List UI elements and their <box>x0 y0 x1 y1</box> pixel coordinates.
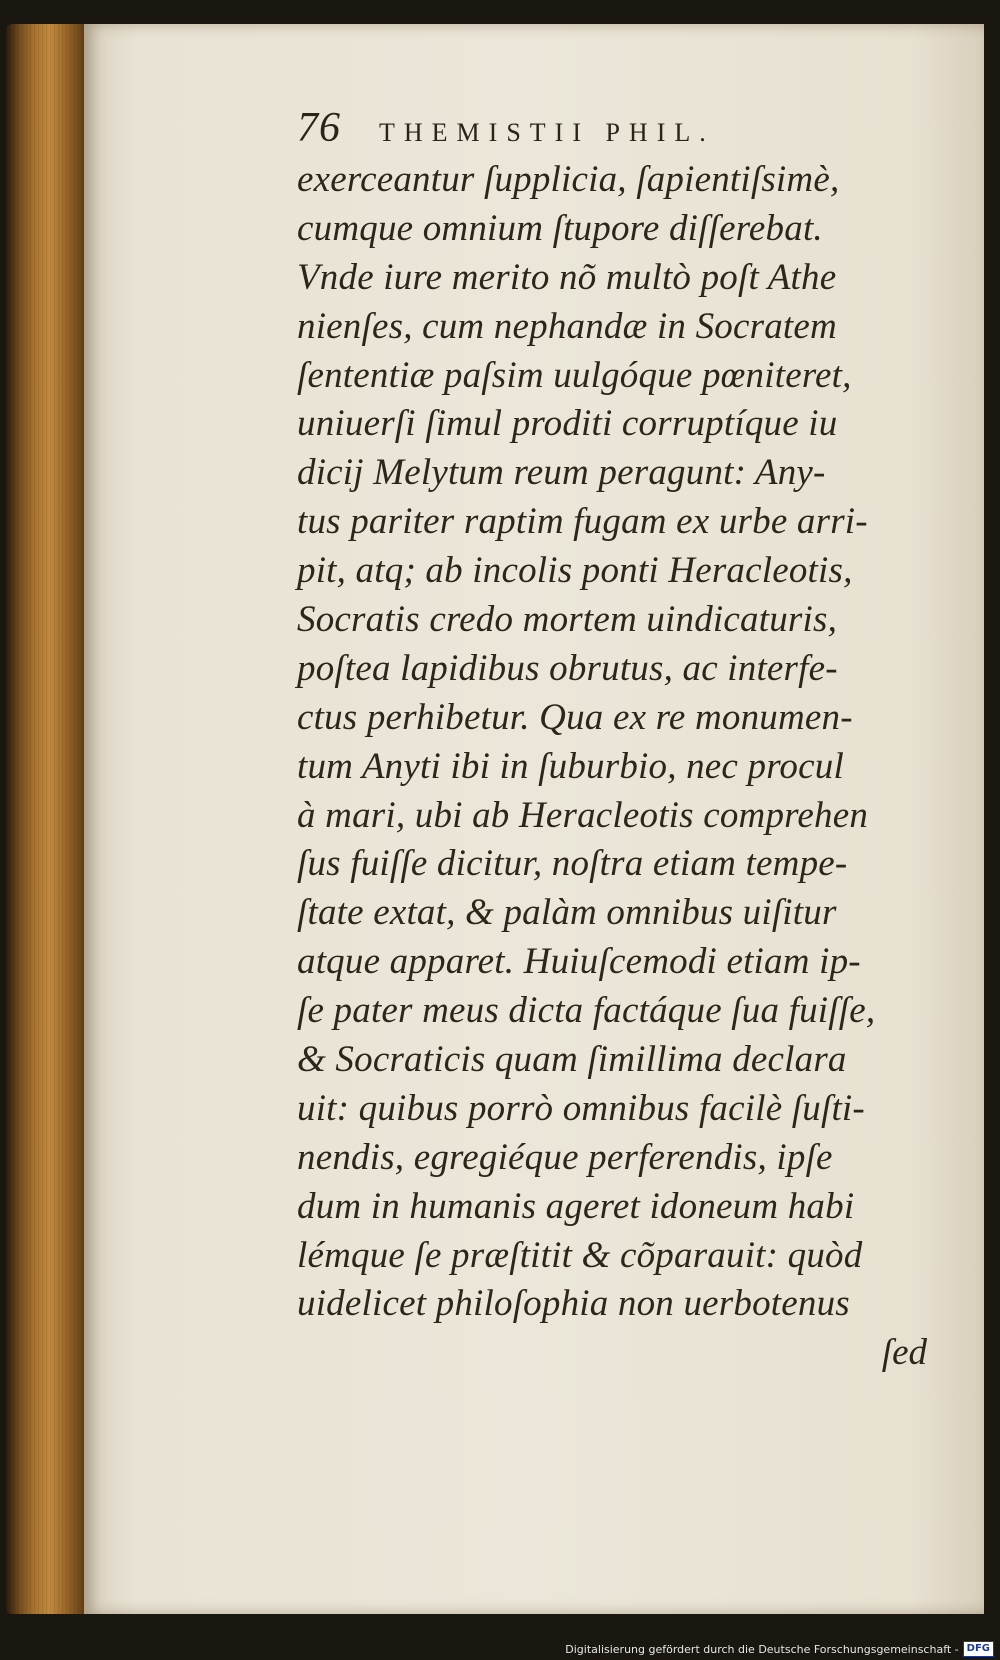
text-line: ſententiæ paſsim uulgóque pœniteret, <box>297 354 852 396</box>
text-line: ctus perhibetur. Qua ex re monumen- <box>297 696 853 738</box>
text-line: dum in humanis ageret idoneum habi <box>297 1185 855 1227</box>
credit-text: Digitalisierung gefördert durch die Deutsche Forschungsgemeinschaft - <box>565 1642 959 1656</box>
text-line: nienſes, cum nephandæ in Socratem <box>297 305 837 347</box>
running-head <box>297 104 967 156</box>
body-text <box>297 156 967 1329</box>
text-line: uidelicet philoſophia non uerbotenus <box>297 1283 850 1325</box>
digitization-credit <box>565 1640 994 1658</box>
book-page <box>84 24 984 1614</box>
text-line: ſe pater meus dicta factáque ſua fuiſſe, <box>297 990 876 1032</box>
text-line: Vnde iure merito nõ multò poſt Athe <box>297 256 837 298</box>
text-line: uniuerſi ſimul proditi corruptíque iu <box>297 403 838 445</box>
page-text-block <box>297 104 967 1377</box>
text-line: tum Anyti ibi in ſuburbio, nec procul <box>297 745 844 787</box>
text-line: cumque omnium ſtupore diſſerebat. <box>297 207 823 249</box>
text-line: ſus fuiſſe dicitur, noſtra etiam tempe- <box>297 843 848 885</box>
text-line: à mari, ubi ab Heracleotis comprehen <box>297 794 869 836</box>
text-line: exerceantur ſupplicia, ſapientiſsimè, <box>297 159 840 200</box>
book-fore-edge <box>6 24 86 1614</box>
catchword: ſed <box>881 1332 927 1374</box>
text-line: atque apparet. Huiuſcemodi etiam ip- <box>297 941 861 983</box>
page-number: 76 <box>297 105 341 151</box>
text-line: lémque ſe præſtitit & cõparauit: quòd <box>297 1234 863 1276</box>
text-line: uit: quibus porrò omnibus facilè ſuſti- <box>297 1087 865 1129</box>
text-line: poſtea lapidibus obrutus, ac interfe- <box>297 647 838 689</box>
text-line: tus pariter raptim fugam ex urbe arri- <box>297 501 868 543</box>
text-line: dicij Melytum reum peragunt: Any- <box>297 452 826 494</box>
running-title: THEMISTII PHIL. <box>379 118 715 147</box>
text-line: Socratis credo mortem uindicaturis, <box>297 599 838 641</box>
text-line: pit, atq; ab incolis ponti Heracleotis, <box>297 550 853 592</box>
text-line: ſtate extat, & palàm omnibus uiſitur <box>297 892 837 934</box>
text-line: & Socraticis quam ſimillima declara <box>297 1039 847 1081</box>
text-line: nendis, egregiéque perferendis, ipſe <box>297 1136 833 1178</box>
dfg-logo: DFG <box>963 1641 994 1657</box>
